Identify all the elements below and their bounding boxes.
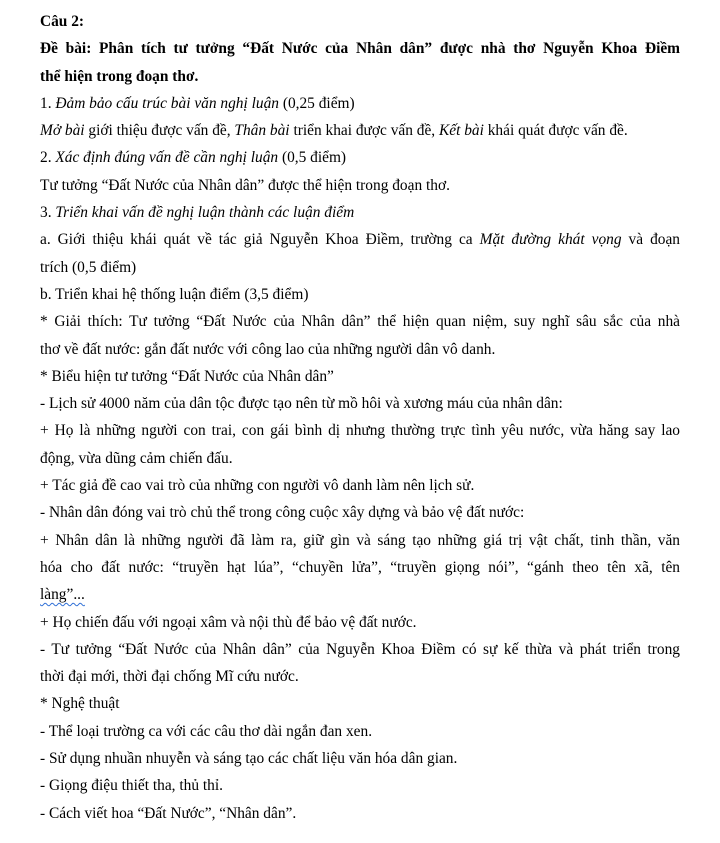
- people-fight-line-1: + Họ là những người con trai, con gái bình dị nhưng thường trực tình yêu nước, vừa hăng say lao: [40, 422, 680, 440]
- section-1-detail: Mở bài giới thiệu được vấn đề, Thân bài triển khai được vấn đề, Kết bài khái quát được vấn đề.: [40, 122, 628, 140]
- art-item-2: - Sử dụng nhuần nhuyễn và sáng tạo các chất liệu văn hóa dân gian.: [40, 750, 458, 768]
- manifest-heading: * Biểu hiện tư tưởng “Đất Nước của Nhân dân”: [40, 367, 334, 385]
- section-2-heading: 2. Xác định đúng vấn đề cần nghị luận (0,5 điểm): [40, 149, 347, 167]
- thought-line-1: - Tư tưởng “Đất Nước của Nhân dân” của Nguyễn Khoa Điềm có sự kế thừa và phát triển trong: [40, 640, 680, 658]
- question-label: Câu 2:: [40, 13, 85, 30]
- section-1-heading: 1. Đảm bảo cấu trúc bài văn nghị luận (0,25 điểm): [40, 94, 355, 112]
- art-item-3: - Giọng điệu thiết tha, thủ thỉ.: [40, 777, 223, 795]
- explain-line-2: thơ về đất nước: gắn đất nước với công lao của những người dân vô danh.: [40, 340, 496, 358]
- people-create-line-1: + Nhân dân là những người đã làm ra, giữ gìn và sáng tạo những giá trị vật chất, tinh thần, văn: [40, 531, 680, 549]
- item-a-line-1: a. Giới thiệu khái quát về tác giả Nguyễn Khoa Điềm, trường ca Mặt đường khát vọng và đoạn: [40, 231, 680, 249]
- art-item-4: - Cách viết hoa “Đất Nước”, “Nhân dân”.: [40, 804, 297, 822]
- art-heading: * Nghệ thuật: [40, 695, 120, 713]
- item-b: b. Triển khai hệ thống luận điểm (3,5 điểm): [40, 285, 309, 303]
- explain-line-1: * Giải thích: Tư tưởng “Đất Nước của Nhân dân” thể hiện quan niệm, suy nghĩ sâu sắc của nhà: [40, 313, 680, 331]
- prompt-line-2: thể hiện trong đoạn thơ.: [40, 67, 199, 85]
- section-3-heading: 3. Triển khai vấn đề nghị luận thành các luận điểm: [40, 204, 355, 222]
- people-create-line-2: hóa cho đất nước: “truyền hạt lúa”, “chuyền lửa”, “truyền giọng nói”, “gánh theo tên xã, tên: [40, 558, 680, 576]
- history-line: - Lịch sử 4000 năm của dân tộc được tạo nên từ mồ hôi và xương máu của nhân dân:: [40, 395, 563, 413]
- section-2-detail: Tư tưởng “Đất Nước của Nhân dân” được thể hiện trong đoạn thơ.: [40, 176, 450, 194]
- thought-line-2: thời đại mới, thời đại chống Mĩ cứu nước.: [40, 668, 299, 686]
- people-defend-line: + Họ chiến đấu với ngoại xâm và nội thù để bảo vệ đất nước.: [40, 613, 417, 631]
- people-role-line: - Nhân dân đóng vai trò chủ thể trong công cuộc xây dựng và bảo vệ đất nước:: [40, 504, 525, 522]
- author-praise-line: + Tác giả đề cao vai trò của những con người vô danh làm nên lịch sử.: [40, 477, 475, 495]
- people-fight-line-2: động, vừa dũng cảm chiến đấu.: [40, 449, 233, 467]
- spellcheck-underlined-text: làng”...: [40, 586, 85, 604]
- art-item-1: - Thể loại trường ca với các câu thơ dài ngắn đan xen.: [40, 722, 373, 740]
- prompt-line-1: Đề bài: Phân tích tư tưởng “Đất Nước của Nhân dân” được nhà thơ Nguyễn Khoa Điềm: [40, 40, 680, 58]
- people-create-line-3: [40, 581, 680, 608]
- item-a-line-2: trích (0,5 điểm): [40, 258, 137, 276]
